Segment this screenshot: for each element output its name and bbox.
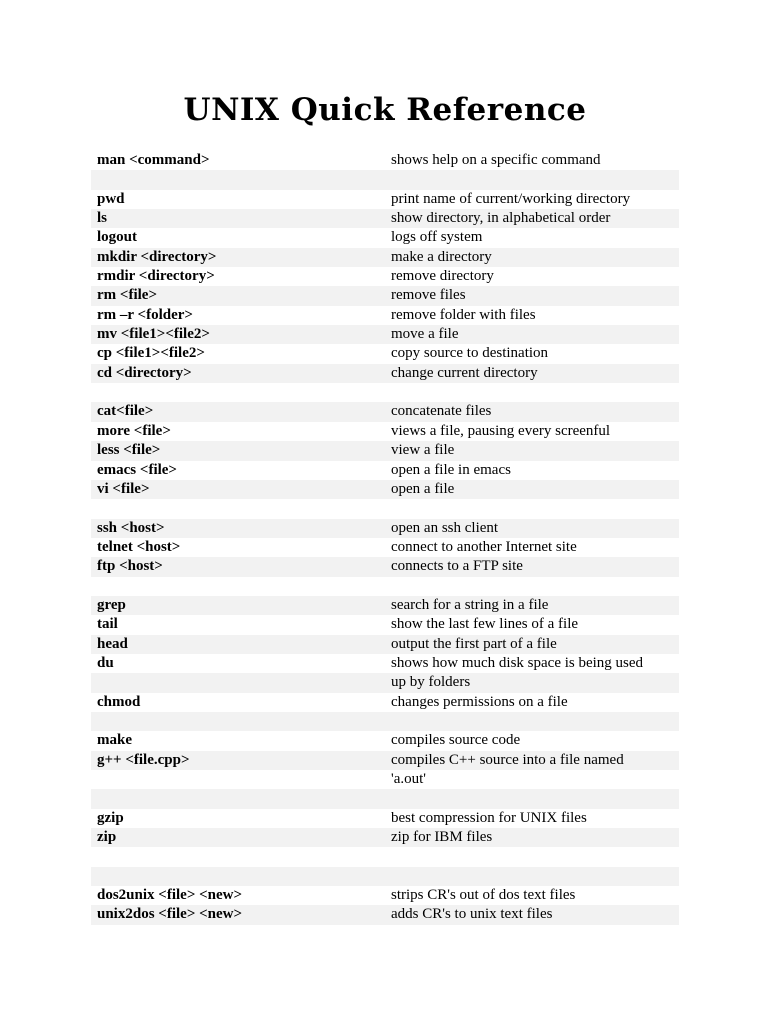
command-cell: g++ <file.cpp> [97,751,190,768]
description-cell: move a file [391,326,459,343]
command-cell: rmdir <directory> [97,268,215,285]
table-row [91,248,679,267]
description-cell: compiles source code [391,732,521,749]
command-cell: logout [97,229,138,246]
description-cell [385,712,679,731]
command-cell: head [97,635,128,652]
description-cell [385,499,679,518]
description-cell: 'a.out' [391,771,426,787]
page-title: UNIX Quick Reference [183,92,587,128]
description-cell: concatenate files [391,403,492,420]
command-cell: ls [97,210,108,227]
command-cell: less <file> [97,442,161,459]
table-row [91,286,679,305]
description-cell: logs off system [391,229,483,246]
table-row [91,538,679,557]
table-row [91,770,679,789]
command-cell [91,577,385,596]
table-row [91,306,679,325]
description-cell: open a file [391,480,455,497]
description-cell: remove directory [391,268,494,285]
table-row [91,577,679,596]
description-cell [385,789,679,808]
table-row [91,151,679,170]
command-cell: ftp <host> [97,558,163,575]
description-cell: copy source to destination [391,345,549,362]
command-cell: unix2dos <file> <new> [97,906,243,923]
command-cell: du [97,654,114,671]
command-cell [91,383,385,402]
table-row [91,712,679,731]
command-cell: emacs <file> [97,461,177,478]
table-row [91,461,679,480]
description-cell: compiles C++ source into a file named [391,751,624,768]
command-cell: cd <directory> [97,364,192,381]
description-cell: print name of current/working directory [391,190,631,207]
table-row [91,731,679,750]
command-cell: cat<file> [97,403,154,420]
command-cell [91,499,385,518]
command-cell: gzip [97,809,124,826]
description-cell [385,847,679,866]
description-cell: strips CR's out of dos text files [391,887,576,904]
description-cell: remove folder with files [391,306,536,323]
table-row [91,635,679,654]
description-cell: connects to a FTP site [391,558,523,575]
description-cell: view a file [391,442,455,459]
table-row [91,809,679,828]
table-row [91,441,679,460]
table-row [91,209,679,228]
table-row [91,190,679,209]
command-cell: mv <file1><file2> [97,326,210,343]
command-cell: pwd [97,190,125,207]
description-cell: open an ssh client [391,519,499,536]
command-cell: rm –r <folder> [97,306,193,323]
description-cell: open a file in emacs [391,461,511,478]
table-row [91,886,679,905]
description-cell: shows help on a specific command [391,152,601,168]
command-cell: mkdir <directory> [97,248,217,265]
table-row [91,499,679,518]
command-cell [91,867,385,886]
table-row [91,480,679,499]
command-cell: dos2unix <file> <new> [97,887,243,904]
description-cell: change current directory [391,364,538,381]
table-row [91,867,679,886]
table-row [91,828,679,847]
table-row [91,847,679,866]
description-cell: show directory, in alphabetical order [391,210,611,227]
command-cell [91,673,385,692]
description-cell: search for a string in a file [391,596,549,613]
command-cell: grep [97,596,126,613]
description-cell: zip for IBM files [391,829,493,846]
description-cell [385,867,679,886]
table-row [91,693,679,712]
description-cell: show the last few lines of a file [391,616,579,633]
table-row [91,519,679,538]
table-row [91,402,679,421]
description-cell [385,170,679,189]
command-cell: telnet <host> [97,538,181,555]
table-row [91,325,679,344]
command-cell: zip [97,829,117,846]
table-row [91,596,679,615]
command-cell: make [97,732,132,749]
command-cell [91,789,385,808]
description-cell: output the first part of a file [391,635,557,652]
table-row [91,615,679,634]
table-row [91,673,679,692]
table-row [91,383,679,402]
command-cell: man <command> [97,152,210,168]
command-cell [91,770,385,789]
description-cell: best compression for UNIX files [391,809,587,826]
command-cell: tail [97,616,118,633]
description-cell: make a directory [391,248,492,265]
command-cell: chmod [97,693,141,710]
description-cell [385,383,679,402]
description-cell: adds CR's to unix text files [391,906,553,923]
description-cell: views a file, pausing every screenful [391,422,611,439]
table-row [91,789,679,808]
table-row [91,557,679,576]
table-row [91,267,679,286]
command-cell: vi <file> [97,480,150,497]
description-cell: up by folders [391,674,471,691]
description-cell: connect to another Internet site [391,538,577,555]
table-row [91,654,679,673]
description-cell: remove files [391,287,466,304]
description-cell [385,577,679,596]
command-cell [91,712,385,731]
table-row [91,422,679,441]
command-cell: rm <file> [97,287,157,304]
table-row [91,364,679,383]
table-row [91,905,679,924]
command-cell [91,170,385,189]
command-cell: more <file> [97,422,171,439]
command-cell: ssh <host> [97,519,165,536]
table-row [91,228,679,247]
description-cell: shows how much disk space is being used [391,654,644,671]
table-row [91,751,679,770]
reference-table [91,151,679,925]
table-row [91,170,679,189]
table-row [91,344,679,363]
command-cell [91,847,385,866]
description-cell: changes permissions on a file [391,693,568,710]
command-cell: cp <file1><file2> [97,345,205,362]
